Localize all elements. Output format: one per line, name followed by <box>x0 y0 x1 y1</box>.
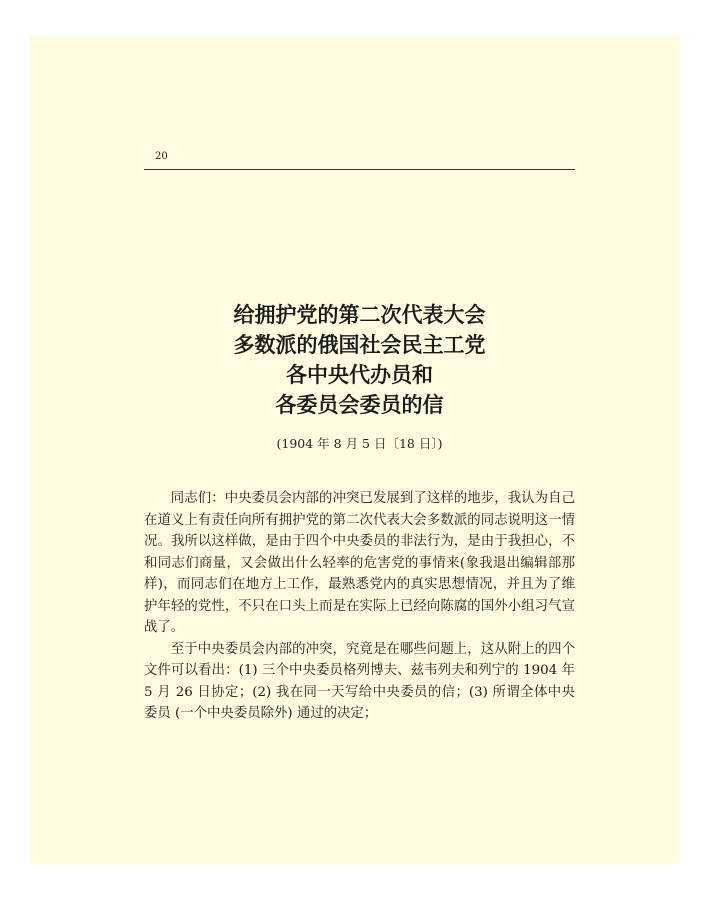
letter-body <box>144 488 575 725</box>
title-line-2: 多数派的俄国社会民主工党 <box>233 333 486 357</box>
title-line-3: 各中央代办员和 <box>286 363 433 387</box>
header-rule <box>144 169 575 170</box>
document-page <box>29 36 680 864</box>
title-line-4: 各委员会委员的信 <box>275 393 444 417</box>
page-number: 20 <box>155 151 168 162</box>
paragraph-2: 至于中央委员会内部的冲突，究竟是在哪些问题上，这从附上的四个文件可以看出：(1) 三个中央委员格列博夫、兹韦列夫和列宁的 1904 年 5 月 26 日协定；(2) 我在同一天写给中央委员的信；(3) 所谓全体中央委员 (一个中央委员除外) 通过的决定； <box>144 641 575 721</box>
title-line-1: 给拥护党的第二次代表大会 <box>233 303 486 327</box>
letter-title <box>144 300 575 420</box>
paragraph-1: 同志们：中央委员会内部的冲突已发展到了这样的地步，我认为自己在道义上有责任向所有拥护党的第二次代表大会多数派的同志说明这一情况。我所以这样做，是由于四个中央委员的非法行为，是由于我担心，不和同志们商量，又会做出什么轻率的危害党的事情来(象我退出编辑部那样)，而同志们在地方上工作，最熟悉党内的真实思想情况，并且为了维护年轻的党性，不只在口头上而是在实际上已经向陈腐的国外小组习气宣战了。 <box>144 491 575 635</box>
letter-date: (1904 年 8 月 5 日〔18 日〕) <box>276 436 443 451</box>
